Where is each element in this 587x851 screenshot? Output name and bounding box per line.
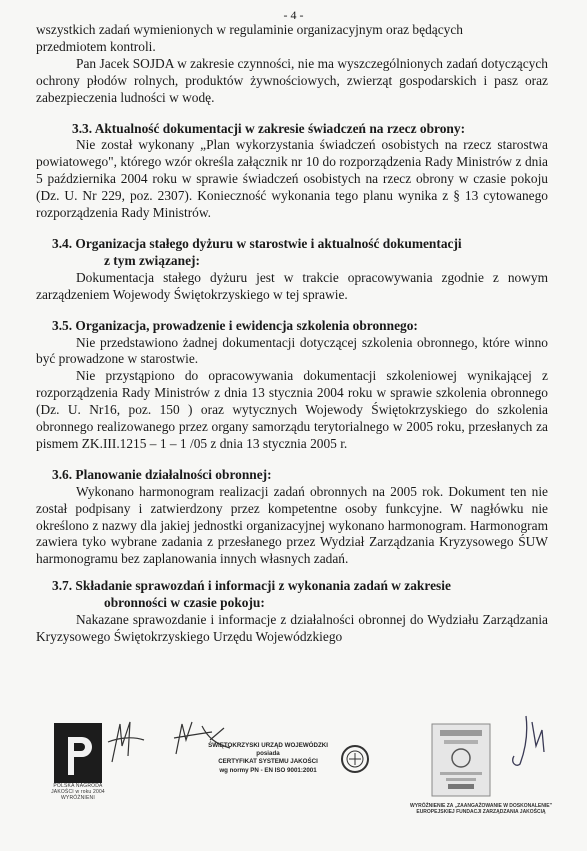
quality-award-logo xyxy=(54,723,102,783)
document-body xyxy=(36,22,548,646)
certificate-line-1: ŚWIĘTOKRZYSKI URZĄD WOJEWÓDZKI xyxy=(208,742,328,749)
section-3-7-text: Nakazane sprawozdanie i informacje z działalności obronnej do Wydziału Zarządzania Kryzysowego Świętokrzyskiego Urzędu Wojewódzkiego xyxy=(36,612,548,644)
intro-line-2: przedmiotem kontroli. xyxy=(36,38,156,54)
certificate-block xyxy=(198,742,338,775)
signature-1 xyxy=(106,716,146,768)
efqm-award-emblem xyxy=(428,720,494,800)
section-3-7-heading xyxy=(36,578,548,612)
page-number: - 4 - xyxy=(283,8,304,22)
signature-3 xyxy=(506,712,550,770)
efqm-award-caption: WYRÓŻNIENIE ZA „ZAANGAŻOWANIE W DOSKONALENIE" EUROPEJSKIEJ FUNDACJI ZARZĄDZANIA JAKOŚCIĄ xyxy=(410,803,552,815)
section-3-5-text-2: Nie przystąpiono do opracowywania dokumentacji szkoleniowej wynikającej z rozporządzenia Rady Ministrów z dnia 13 stycznia 2004 roku w sprawie szkolenia obronnego (Dz. U. Nr16, poz. 150 ) oraz wytycznych Wojewody Świętokrzyskiego do szkolenia obronnego realizowanego przez organy samorządu terytorialnego w 2005 roku, przesłanych za pismem ZK.III.1215 – 1 – 1 /05 z dnia 13 stycznia 2005 r. xyxy=(36,368,548,451)
certificate-line-3: CERTYFIKAT SYSTEMU JAKOŚCI xyxy=(218,758,318,766)
intro-paragraph-2: Pan Jacek SOJDA w zakresie czynności, nie ma wyszczególnionych zadań dotyczących ochrony płodów rolnych, produktów żywnościowych, zwierząt gospodarskich i pasz oraz zabezpieczenia ludności w wodę. xyxy=(36,55,548,105)
section-3-6-text: Wykonano harmonogram realizacji zadań obronnych na 2005 rok. Dokument ten nie został podpisany i zatwierdzony przez kompetentne osoby funkcyjne. W nagłówku nie określono z nazwy dla jakiej jednostki organizacyjnej wykonano harmonogram. Harmonogram zawiera tyko wybrane zadania z przesłanego przez Wydział Zarządzania Kryzysowego ŚUW harmonogramu bez zaplanowania innych własnych zadań. xyxy=(36,483,548,567)
certification-seal-icon xyxy=(340,744,370,774)
section-3-5-heading: 3.5. Organizacja, prowadzenie i ewidencja szkolenia obronnego: xyxy=(52,317,418,333)
section-3-3-heading: 3.3. Aktualność dokumentacji w zakresie świadczeń na rzecz obrony: xyxy=(72,120,466,136)
section-3-7-heading-line-1: 3.7. Składanie sprawozdań i informacji z wykonania zadań w zakresie xyxy=(52,578,451,594)
section-3-5-text-1: Nie przedstawiono żadnej dokumentacji dotyczącej szkolenia obronnego, które winno być prowadzone w starostwie. xyxy=(36,334,548,367)
section-3-4-text: Dokumentacja stałego dyżuru jest w trakcie opracowywania zgodnie z nowym zarządzeniem Wojewody Świętokrzyskiego w tej sprawie. xyxy=(36,269,548,302)
section-3-3-text: Nie został wykonany „Plan wykorzystania świadczeń osobistych na rzecz starostwa powiatowego", którego wzór określa załącznik nr 10 do rozporządzenia Rady Ministrów z dnia 5 października 2004 roku w sprawie świadczeń osobistych na rzecz obrony w czasie pokoju (Dz. U. Nr 229, poz. 2307). Konieczność wykonania tego planu wynika z § 13 cytowanego rozporządzenia Rady Ministrów. xyxy=(36,137,548,221)
section-3-7-heading-line-2: obronności w czasie pokoju: xyxy=(104,595,265,611)
section-3-4-heading-line-2: z tym związanej: xyxy=(104,252,200,268)
section-3-4-heading-line-1: 3.4. Organizacja stałego dyżuru w starostwie i aktualność dokumentacji xyxy=(52,235,462,251)
certificate-line-2: posiada xyxy=(256,750,280,758)
section-3-6-heading: 3.6. Planowanie działalności obronnej: xyxy=(52,466,272,482)
quality-award-caption: POLSKA NAGRODA JAKOŚCI w roku 2004 WYRÓŻNIENI xyxy=(51,783,105,801)
certificate-line-4: wg normy PN - EN ISO 9001:2001 xyxy=(219,766,317,774)
intro-line-1: wszystkich zadań wymienionych w regulaminie organizacyjnym oraz będących xyxy=(36,22,463,37)
section-3-4-heading xyxy=(36,236,548,270)
